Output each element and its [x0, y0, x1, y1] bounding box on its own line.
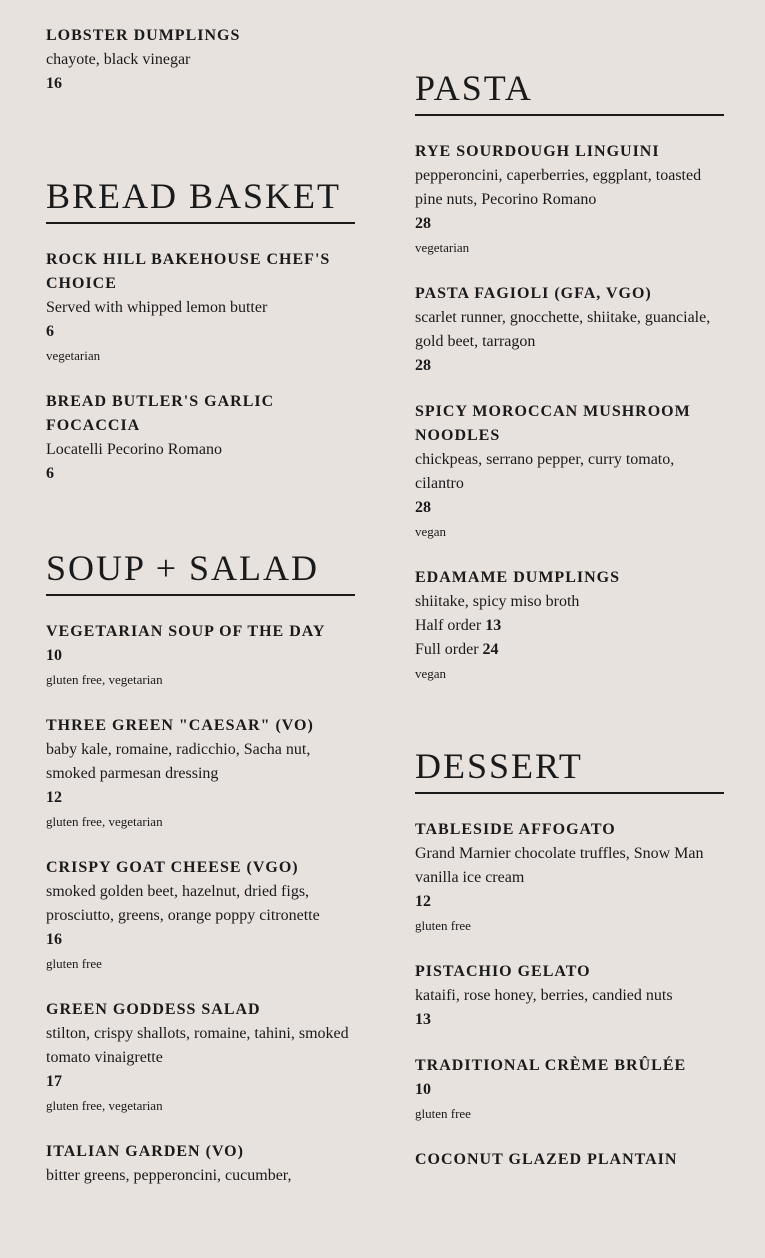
menu-item-pasta-fagioli — [415, 282, 724, 378]
item-name: ITALIAN GARDEN (VO) — [46, 1143, 244, 1160]
item-desc: kataifi, rose honey, berries, candied nuts — [415, 987, 673, 1004]
item-desc: Grand Marnier chocolate truffles, Snow Man vanilla ice cream — [415, 845, 704, 886]
item-name: PASTA FAGIOLI (GFA, VGO) — [415, 285, 652, 302]
item-name: ROCK HILL BAKEHOUSE CHEF'S CHOICE — [46, 251, 331, 292]
item-tags: vegan — [415, 666, 447, 681]
section-title: PASTA — [415, 66, 724, 116]
menu-column-left — [46, 0, 355, 1258]
menu-item-garlic-focaccia — [46, 390, 355, 486]
item-price: 16 — [46, 931, 62, 948]
item-desc: baby kale, romaine, radicchio, Sacha nut, smoked parmesan dressing — [46, 741, 311, 782]
item-tags: vegetarian — [415, 240, 470, 255]
item-tags: gluten free — [46, 956, 102, 971]
menu-item-mushroom-noodles — [415, 400, 724, 544]
menu-item-green-goddess — [46, 998, 355, 1118]
item-tags: gluten free, vegetarian — [46, 672, 163, 687]
section-title: BREAD BASKET — [46, 174, 355, 224]
item-name: TABLESIDE AFFOGATO — [415, 821, 616, 838]
section-soup-salad — [46, 546, 355, 1188]
item-name: BREAD BUTLER'S GARLIC FOCACCIA — [46, 393, 275, 434]
menu-item-caesar — [46, 714, 355, 834]
menu-item-creme-brulee — [415, 1054, 724, 1126]
item-price: 17 — [46, 1073, 62, 1090]
item-name: PISTACHIO GELATO — [415, 963, 591, 980]
item-tags: gluten free — [415, 1106, 471, 1121]
item-tags: vegan — [415, 524, 447, 539]
item-price: 6 — [46, 465, 54, 482]
item-price: 10 — [415, 1081, 431, 1098]
item-desc: Served with whipped lemon butter — [46, 299, 268, 316]
item-price: 16 — [46, 75, 62, 92]
item-name: TRADITIONAL CRÈME BRÛLÉE — [415, 1057, 687, 1074]
menu-item-coconut-plantain — [415, 1148, 724, 1172]
item-price: 28 — [415, 357, 431, 374]
section-pasta — [415, 66, 724, 686]
portion-price: 24 — [482, 641, 499, 658]
item-desc: chayote, black vinegar — [46, 51, 191, 68]
item-desc: shiitake, spicy miso broth — [415, 593, 580, 610]
menu-column-right — [415, 66, 724, 1242]
item-price: 6 — [46, 323, 54, 340]
half-order — [415, 614, 724, 638]
menu-item-edamame-dumplings — [415, 566, 724, 686]
item-name: COCONUT GLAZED PLANTAIN — [415, 1151, 678, 1168]
menu-item-pistachio-gelato — [415, 960, 724, 1032]
item-tags: gluten free, vegetarian — [46, 1098, 163, 1113]
menu-item-italian-garden — [46, 1140, 355, 1188]
item-tags: gluten free — [415, 918, 471, 933]
item-price: 12 — [415, 893, 431, 910]
menu-item-affogato — [415, 818, 724, 938]
item-desc: chickpeas, serrano pepper, curry tomato, cilantro — [415, 451, 675, 492]
item-price: 10 — [46, 647, 62, 664]
item-desc: Locatelli Pecorino Romano — [46, 441, 222, 458]
item-name: THREE GREEN "CAESAR" (VO) — [46, 717, 314, 734]
item-desc: stilton, crispy shallots, romaine, tahini, smoked tomato vinaigrette — [46, 1025, 349, 1066]
item-desc: scarlet runner, gnocchette, shiitake, guanciale, gold beet, tarragon — [415, 309, 711, 350]
item-tags: gluten free, vegetarian — [46, 814, 163, 829]
item-desc: bitter greens, pepperoncini, cucumber, — [46, 1167, 292, 1184]
item-name: CRISPY GOAT CHEESE (VGO) — [46, 859, 299, 876]
menu-item-rock-hill — [46, 248, 355, 368]
item-tags: vegetarian — [46, 348, 101, 363]
item-price: 12 — [46, 789, 62, 806]
item-price: 28 — [415, 499, 431, 516]
item-name: RYE SOURDOUGH LINGUINI — [415, 143, 660, 160]
section-title: DESSERT — [415, 744, 724, 794]
item-name: LOBSTER DUMPLINGS — [46, 27, 241, 44]
item-price: 13 — [415, 1011, 431, 1028]
item-name: VEGETARIAN SOUP OF THE DAY — [46, 623, 326, 640]
menu-item-lobster-dumplings — [46, 24, 355, 96]
portion-label: Half order — [415, 617, 482, 634]
section-bread-basket — [46, 174, 355, 486]
item-price: 28 — [415, 215, 431, 232]
item-name: GREEN GODDESS SALAD — [46, 1001, 261, 1018]
section-title: SOUP + SALAD — [46, 546, 355, 596]
item-name: SPICY MOROCCAN MUSHROOM NOODLES — [415, 403, 691, 444]
section-dessert — [415, 744, 724, 1172]
full-order — [415, 638, 724, 662]
item-desc: smoked golden beet, hazelnut, dried figs, prosciutto, greens, orange poppy citronette — [46, 883, 320, 924]
portion-label: Full order — [415, 641, 479, 658]
menu-item-rye-linguini — [415, 140, 724, 260]
portion-price: 13 — [485, 617, 502, 634]
item-desc: pepperoncini, caperberries, eggplant, toasted pine nuts, Pecorino Romano — [415, 167, 702, 208]
item-name: EDAMAME DUMPLINGS — [415, 569, 620, 586]
menu-item-soup-of-day — [46, 620, 355, 692]
menu-item-goat-cheese — [46, 856, 355, 976]
